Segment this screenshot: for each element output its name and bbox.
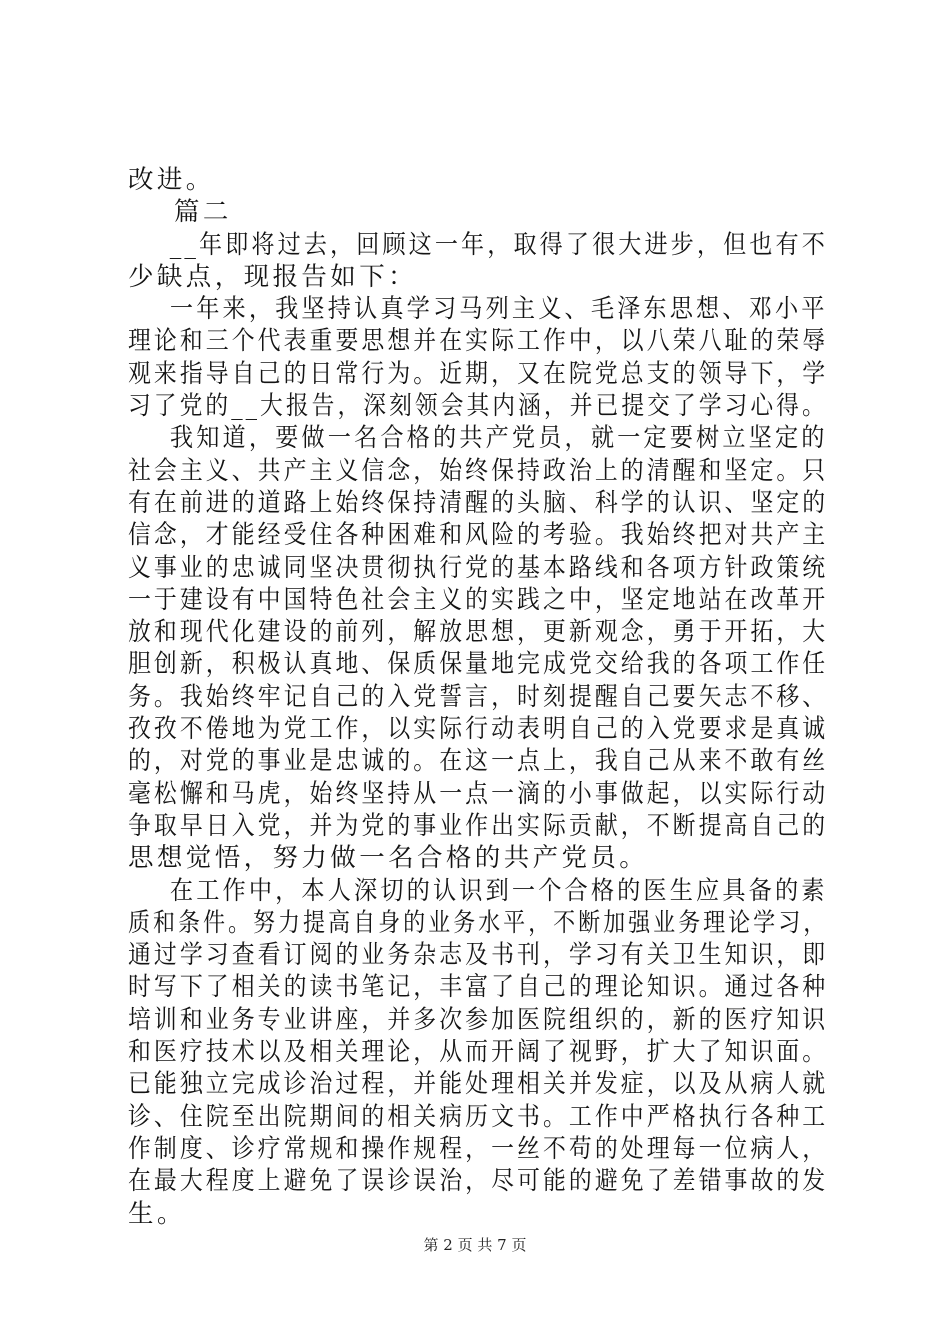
text-line: 理论和三个代表重要思想并在实际工作中，以八荣八耻的荣辱 (128, 326, 829, 357)
text-line: 义事业的忠诚同坚决贯彻执行党的基本路线和各项方针政策统 (128, 552, 829, 583)
text-line: 少缺点，现报告如下： (128, 261, 418, 292)
text-line: 放和现代化建设的前列，解放思想，更新观念，勇于开拓，大 (128, 617, 829, 648)
text-line: 生。 (128, 1198, 186, 1229)
page-footer: 第 2 页 共 7 页 (423, 1236, 527, 1254)
text-line: 在最大程度上避免了误诊误治，尽可能的避免了差错事故的发 (128, 1166, 829, 1197)
text-line: 的，对党的事业是忠诚的。在这一点上，我自己从来不敢有丝 (128, 746, 829, 777)
text-line: 质和条件。努力提高自身的业务水平，不断加强业务理论学习， (128, 907, 829, 938)
text-line: 一于建设有中国特色社会主义的实践之中，坚定地站在改革开 (128, 584, 829, 615)
text-line: 改进。 (128, 165, 215, 195)
text-line: 我知道，要做一名合格的共产党员，就一定要树立坚定的 (128, 423, 828, 454)
text-line: 作制度、诊疗常规和操作规程，一丝不苟的处理每一位病人， (128, 1133, 829, 1164)
text-line: __年即将过去，回顾这一年，取得了很大进步，但也有不 (128, 229, 828, 260)
text-line: 诊、住院至出院期间的相关病历文书。工作中严格执行各种工 (128, 1101, 829, 1132)
document-body (128, 164, 828, 1230)
text-line: 培训和业务专业讲座，并多次参加医院组织的，新的医疗知识 (128, 1004, 829, 1035)
text-line: 毫松懈和马虎，始终坚持从一点一滴的小事做起，以实际行动 (128, 778, 829, 809)
text-line: 和医疗技术以及相关理论，从而开阔了视野，扩大了知识面。 (128, 1037, 829, 1068)
text-line: 社会主义、共产主义信念，始终保持政治上的清醒和坚定。只 (128, 455, 829, 486)
text-line: 争取早日入党，并为党的事业作出实际贡献，不断提高自己的 (128, 810, 829, 841)
text-line: 通过学习查看订阅的业务杂志及书刊，学习有关卫生知识，即 (128, 940, 829, 971)
text-line: 习了党的__大报告，深刻领会其内涵，并已提交了学习心得。 (128, 391, 828, 422)
text-line: 有在前进的道路上始终保持清醒的头脑、科学的认识、坚定的 (128, 487, 829, 518)
text-line: 一年来，我坚持认真学习马列主义、毛泽东思想、邓小平 (128, 294, 828, 325)
text-line: 时写下了相关的读书笔记，丰富了自己的理论知识。通过各种 (128, 972, 829, 1003)
text-line: 在工作中，本人深切的认识到一个合格的医生应具备的素 (128, 875, 828, 906)
text-line: 已能独立完成诊治过程，并能处理相关并发症，以及从病人就 (128, 1069, 829, 1100)
text-line: 务。我始终牢记自己的入党誓言，时刻提醒自己要矢志不移、 (128, 681, 829, 712)
text-line: 观来指导自己的日常行为。近期，又在院党总支的领导下，学 (128, 358, 829, 389)
text-line: 思想觉悟，努力做一名合格的共产党员。 (128, 843, 649, 874)
text-line: 胆创新，积极认真地、保质保量地完成党交给我的各项工作任 (128, 649, 829, 680)
text-line: 孜孜不倦地为党工作，以实际行动表明自己的入党要求是真诚 (128, 714, 829, 745)
text-line: 篇二 (128, 197, 232, 228)
text-line: 信念，才能经受住各种困难和风险的考验。我始终把对共产主 (128, 520, 829, 551)
